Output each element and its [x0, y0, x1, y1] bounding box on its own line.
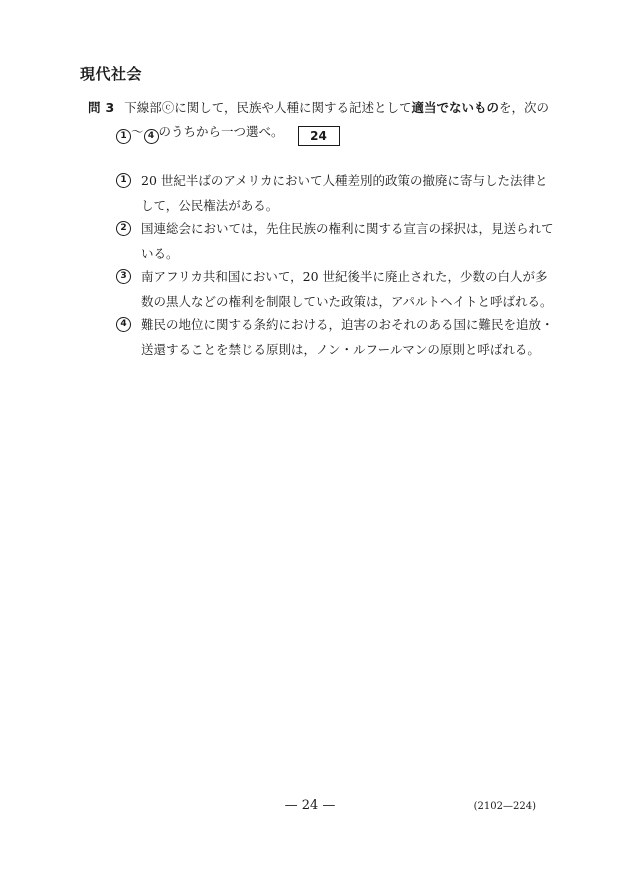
- exam-code: (2102—224): [473, 801, 536, 812]
- option-1: [116, 168, 546, 218]
- option-3-marker: 3: [116, 269, 131, 284]
- option-2-line-1: 国連総会においては，先住民族の権利に関する宣言の採択は，見送られて: [141, 221, 554, 236]
- question-stem: [88, 99, 549, 117]
- option-4-marker: 4: [116, 317, 131, 332]
- option-3-line-2: 数の黒人などの権利を制限していた政策は，アパルトヘイトと呼ばれる。: [141, 294, 553, 309]
- page-number: — 24 —: [284, 798, 336, 813]
- option-2-line-2: いる。: [141, 246, 179, 261]
- option-4: [116, 312, 554, 362]
- option-4-line-2: 送還することを禁じる原則は，ノン・ルフールマンの原則と呼ばれる。: [141, 342, 540, 357]
- option-1-marker: 1: [116, 173, 131, 188]
- option-1-line-1: 20 世紀半ばのアメリカにおいて人種差別的政策の撤廃に寄与した法律と: [141, 173, 548, 188]
- question-label: 問 3: [88, 100, 115, 115]
- range-end-marker: 4: [144, 129, 159, 144]
- option-2-marker: 2: [116, 221, 131, 236]
- answer-box: 24: [298, 126, 340, 146]
- option-1-line-2: して，公民権法がある。: [141, 198, 279, 213]
- range-separator: ～: [131, 124, 144, 139]
- range-start-marker: 1: [116, 129, 131, 144]
- option-4-line-1: 難民の地位に関する条約における，迫害のおそれのある国に難民を追放・: [141, 317, 554, 332]
- option-3: [116, 264, 553, 314]
- question-stem-line2: [116, 123, 340, 146]
- subject-title: 現代社会: [80, 65, 143, 83]
- question-text-b: を，次の: [499, 100, 550, 115]
- option-3-line-1: 南アフリカ共和国において，20 世紀後半に廃止された，少数の白人が多: [141, 269, 548, 284]
- question-text-a: 下線部ⓒに関して，民族や人種に関する記述として: [124, 100, 412, 115]
- question-text-c: のうちから一つ選べ。: [158, 124, 284, 139]
- question-emphasis: 適当でないもの: [411, 100, 499, 115]
- option-2: [116, 216, 554, 266]
